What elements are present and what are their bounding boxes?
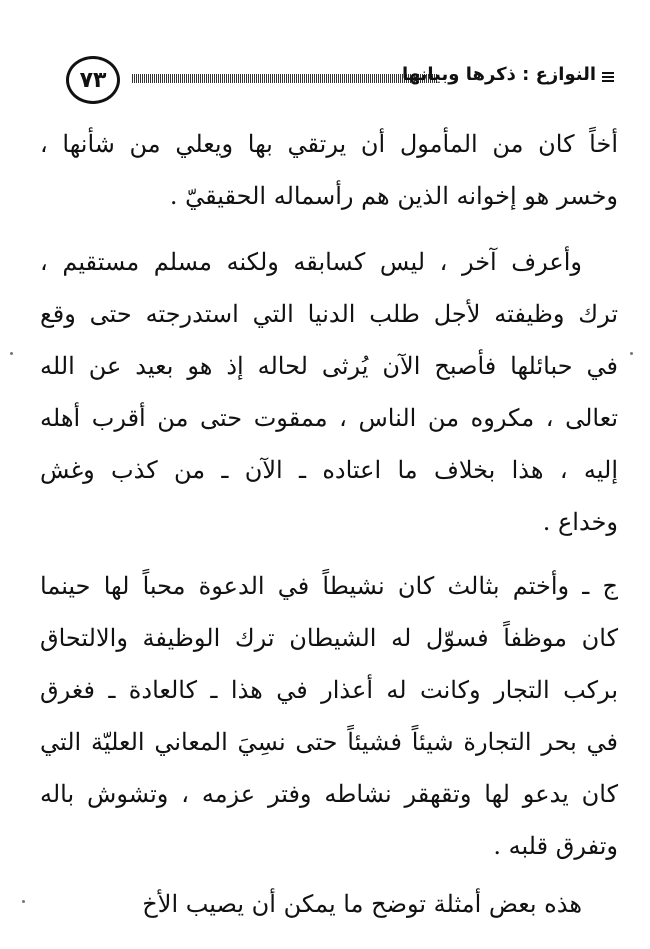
- page-number: ٧٣: [66, 56, 120, 104]
- text-line: وخداع .: [542, 508, 618, 536]
- header-ornament-icon: [602, 70, 614, 82]
- text-line: وخسر هو إخوانه الذين هم رأسماله الحقيقيّ .: [169, 182, 618, 210]
- running-header: [66, 56, 614, 108]
- scan-speck: [22, 900, 25, 903]
- text-line: ترك وظيفته لأجل طلب الدنيا التي استدرجته حتى وقع: [40, 300, 618, 328]
- body-text: [40, 118, 618, 930]
- paragraph-2: [40, 236, 618, 548]
- scan-speck: [630, 352, 633, 355]
- text-line: كان يدعو لها وتقهقر نشاطه وفتر عزمه ، وتشوش باله: [40, 780, 618, 808]
- paragraph-4: [40, 878, 618, 930]
- text-line: أخاً كان من المأمول أن يرتقي بها ويعلي من شأنها ،: [40, 130, 618, 158]
- paragraph-3: [40, 560, 618, 872]
- header-decorative-rule: [132, 74, 438, 83]
- paragraph-1: [40, 118, 618, 222]
- text-line: وتفرق قلبه .: [493, 832, 618, 860]
- text-line: ج ـ وأختم بثالث كان نشيطاً في الدعوة محباً لها حينما: [40, 572, 618, 600]
- scan-speck: [10, 352, 13, 355]
- text-line: بركب التجار وكانت له أعذار في هذا ـ كالعادة ـ فغرق: [40, 676, 618, 704]
- running-title: النوازع : ذكرها وبيانها: [402, 64, 596, 85]
- text-line: كان موظفاً فسوّل له الشيطان ترك الوظيفة والالتحاق: [40, 624, 618, 652]
- text-line: وأعرف آخر ، ليس كسابقه ولكنه مسلم مستقيم ،: [40, 248, 582, 276]
- text-line: في بحر التجارة شيئاً فشيئاً حتى نسِيَ المعاني العليّة التي: [40, 728, 618, 756]
- text-line: إليه ، هذا بخلاف ما اعتاده ـ الآن ـ من كذب وغش: [40, 456, 618, 484]
- text-line: في حبائلها فأصبح الآن يُرثى لحاله إذ هو بعيد عن الله: [40, 352, 619, 380]
- text-line: هذه بعض أمثلة توضح ما يمكن أن يصيب الأخ: [142, 890, 582, 918]
- text-line: تعالى ، مكروه من الناس ، ممقوت حتى من أقرب أهله: [40, 404, 618, 432]
